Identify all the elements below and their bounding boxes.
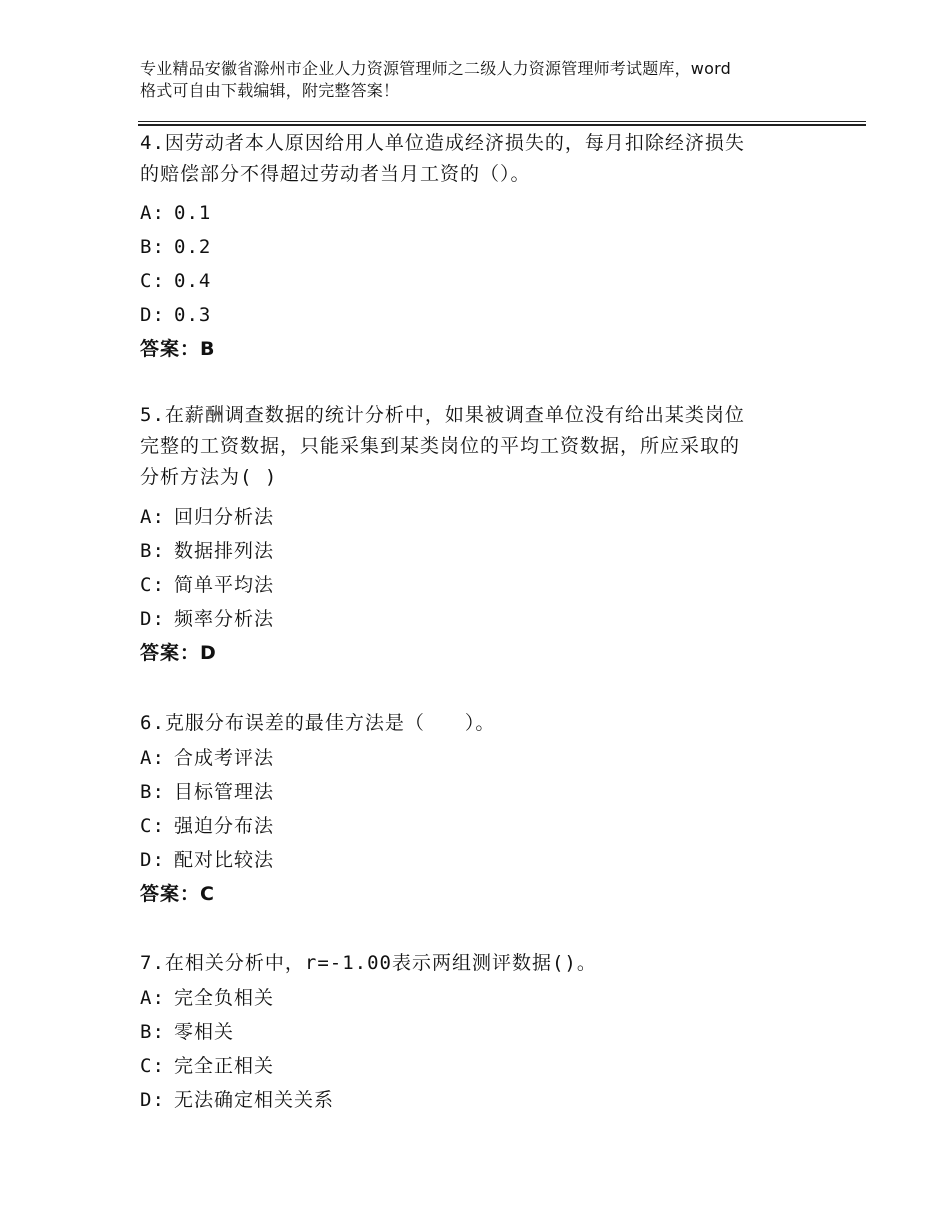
question-5 [140, 400, 800, 670]
option-text: 0.3 [174, 304, 212, 326]
option-text: 0.4 [174, 270, 212, 292]
answer: 答案：D [140, 642, 217, 664]
option-d [140, 1083, 800, 1117]
question-line: 4.因劳动者本人原因给用人单位造成经济损失的，每月扣除经济损失 [140, 132, 745, 154]
option-label: A: [140, 506, 165, 528]
question-4 [140, 128, 800, 366]
option-b [140, 775, 800, 809]
option-text: 合成考评法 [174, 747, 275, 769]
header-title-line-1: 专业精品安徽省滁州市企业人力资源管理师之二级人力资源管理师考试题库，word [140, 59, 731, 78]
option-text: 完全负相关 [174, 987, 275, 1009]
option-label: B: [140, 781, 165, 803]
option-text: 简单平均法 [174, 574, 275, 596]
option-text: 完全正相关 [174, 1055, 275, 1077]
option-label: C: [140, 270, 165, 292]
option-text: 目标管理法 [174, 781, 275, 803]
option-d [140, 298, 800, 332]
option-label: D: [140, 1089, 165, 1111]
option-a [140, 500, 800, 534]
question-line: 7.在相关分析中，r=-1.00表示两组测评数据()。 [140, 952, 597, 974]
option-a [140, 981, 800, 1015]
option-c [140, 264, 800, 298]
option-b [140, 534, 800, 568]
option-label: C: [140, 815, 165, 837]
option-label: D: [140, 608, 165, 630]
answer: 答案：B [140, 338, 216, 360]
header-divider-thick [138, 124, 866, 126]
option-label: B: [140, 540, 165, 562]
option-d [140, 843, 800, 877]
question-line: 6.克服分布误差的最佳方法是（ ）。 [140, 712, 496, 734]
option-c [140, 568, 800, 602]
answer: 答案：C [140, 883, 215, 905]
option-text: 0.1 [174, 202, 212, 224]
option-text: 频率分析法 [174, 608, 275, 630]
question-line: 5.在薪酬调查数据的统计分析中，如果被调查单位没有给出某类岗位 [140, 404, 745, 426]
option-c [140, 1049, 800, 1083]
option-b [140, 230, 800, 264]
option-text: 回归分析法 [174, 506, 275, 528]
option-text: 0.2 [174, 236, 212, 258]
question-7 [140, 948, 800, 1117]
header-divider-thin [138, 121, 866, 122]
option-text: 数据排列法 [174, 540, 275, 562]
option-label: A: [140, 747, 165, 769]
option-label: A: [140, 202, 165, 224]
option-label: C: [140, 574, 165, 596]
question-line: 完整的工资数据，只能采集到某类岗位的平均工资数据，所应采取的 [140, 435, 741, 457]
option-a [140, 196, 800, 230]
header-title-line-2: 格式可自由下载编辑，附完整答案！ [140, 81, 400, 100]
question-line: 的赔偿部分不得超过劳动者当月工资的（）。 [140, 163, 531, 185]
option-text: 无法确定相关关系 [174, 1089, 335, 1111]
option-label: D: [140, 304, 165, 326]
question-text [140, 400, 800, 493]
option-text: 配对比较法 [174, 849, 275, 871]
question-line: 分析方法为( ) [140, 466, 278, 488]
option-c [140, 809, 800, 843]
option-a [140, 741, 800, 775]
option-d [140, 602, 800, 636]
question-text [140, 708, 800, 739]
option-text: 强迫分布法 [174, 815, 275, 837]
document-header [140, 58, 840, 102]
question-text [140, 948, 800, 979]
option-label: A: [140, 987, 165, 1009]
question-6 [140, 708, 800, 911]
option-text: 零相关 [174, 1021, 235, 1043]
question-text [140, 128, 800, 190]
option-b [140, 1015, 800, 1049]
option-label: B: [140, 1021, 165, 1043]
option-label: D: [140, 849, 165, 871]
option-label: C: [140, 1055, 165, 1077]
option-label: B: [140, 236, 165, 258]
